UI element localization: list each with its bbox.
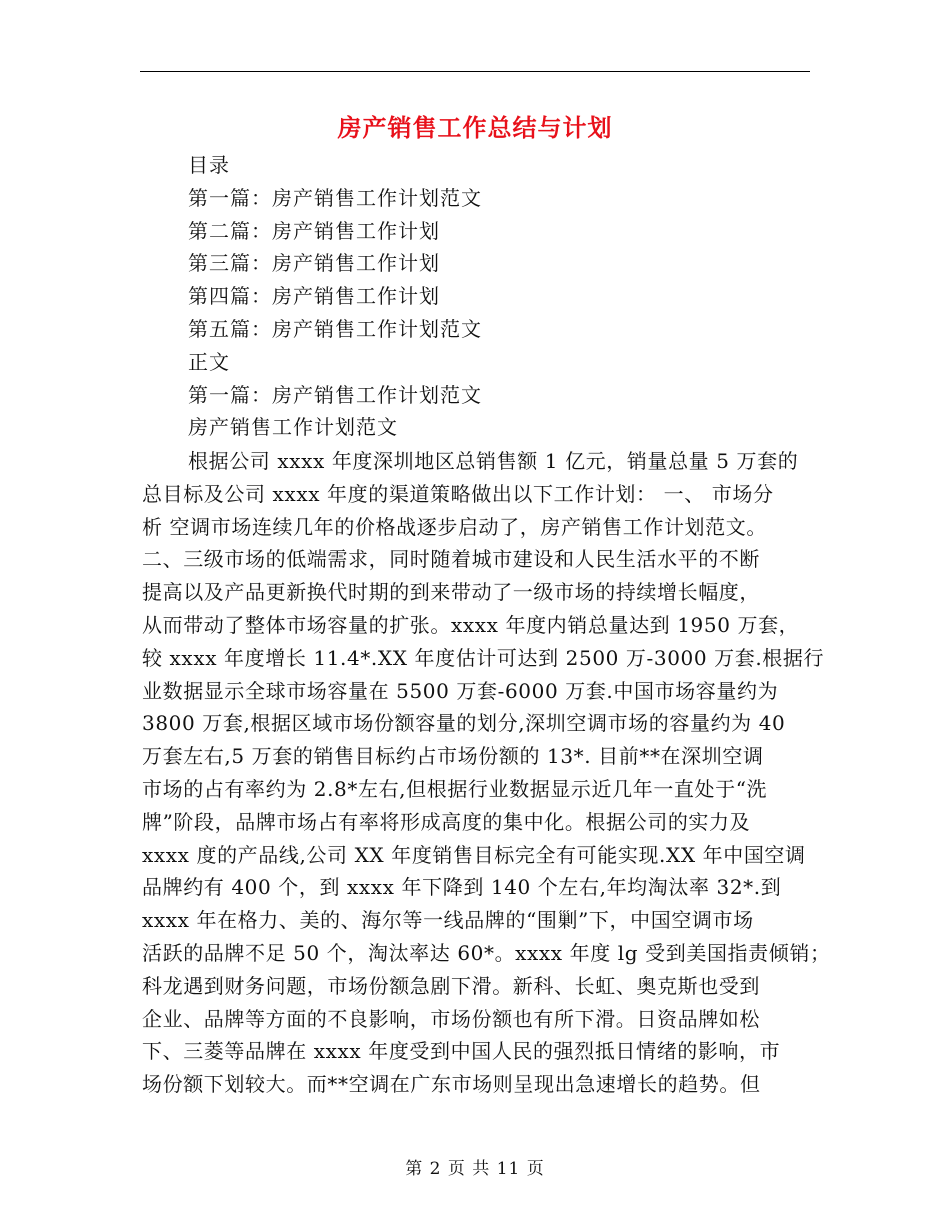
body-line: 企业、品牌等方面的不良影响，市场份额也有所下滑。日资品牌如松 (142, 1006, 760, 1031)
body-line: 二、三级市场的低端需求，同时随着城市建设和人民生活水平的不断 (142, 547, 760, 572)
toc-item: 第五篇：房产销售工作计划范文 (188, 316, 482, 341)
body-line: 3800 万套,根据区域市场份额容量的划分,深圳空调市场的容量约为 40 (142, 711, 786, 736)
table-of-contents (188, 149, 482, 444)
body-line: 万套左右,5 万套的销售目标约占市场份额的 13*. 目前**在深圳空调 (142, 744, 764, 769)
body-line: 析 空调市场连续几年的价格战逐步启动了，房产销售工作计划范文。 (142, 514, 767, 539)
document-title: 房产销售工作总结与计划 (337, 114, 613, 142)
body-line: 场份额下划较大。而**空调在广东市场则呈现出急速增长的趋势。但 (142, 1072, 761, 1097)
toc-item: 第三篇：房产销售工作计划 (188, 251, 440, 276)
body-line: 根据公司 xxxx 年度深圳地区总销售额 1 亿元，销量总量 5 万套的 (188, 449, 799, 473)
body-line: 总目标及公司 xxxx 年度的渠道策略做出以下工作计划： 一、 市场分 (142, 481, 774, 506)
toc-item: 第四篇：房产销售工作计划 (188, 284, 440, 309)
body-line: 提高以及产品更新换代时期的到来带动了一级市场的持续增长幅度， (142, 580, 760, 605)
body-line: 牌”阶段，品牌市场占有率将形成高度的集中化。根据公司的实力及 (142, 809, 751, 834)
body-line: 业数据显示全球市场容量在 5500 万套-6000 万套.中国市场容量约为 (142, 678, 779, 703)
main-label: 正文 (188, 349, 230, 374)
body-line: 活跃的品牌不足 50 个，淘汰率达 60*。xxxx 年度 lg 受到美国指责倾销； (142, 940, 831, 965)
body-line: 下、三菱等品牌在 xxxx 年度受到中国人民的强烈抵日情绪的影响，市 (142, 1039, 781, 1064)
page-footer: 第 2 页 共 11 页 (405, 1159, 545, 1179)
section-heading: 第一篇：房产销售工作计划范文 (188, 382, 482, 407)
header-rule (140, 71, 810, 72)
body-line: 品牌约有 400 个，到 xxxx 年下降到 140 个左右,年均淘汰率 32*.到 (142, 875, 782, 900)
toc-item: 第二篇：房产销售工作计划 (188, 218, 440, 243)
body-paragraph (142, 445, 831, 1101)
body-line: 市场的占有率约为 2.8*左右,但根据行业数据显示近几年一直处于“洗 (142, 776, 768, 801)
body-line: xxxx 年在格力、美的、海尔等一线品牌的“围剿”下，中国空调市场 (142, 908, 754, 933)
body-line: 科龙遇到财务问题，市场份额急剧下滑。新科、长虹、奥克斯也受到 (142, 973, 760, 998)
toc-label: 目录 (188, 153, 230, 177)
toc-item: 第一篇：房产销售工作计划范文 (188, 185, 482, 210)
body-line: xxxx 度的产品线,公司 XX 年度销售目标完全有可能实现.XX 年中国空调 (142, 842, 806, 867)
body-line: 较 xxxx 年度增长 11.4*.XX 年度估计可达到 2500 万-3000 万套.根据行 (142, 645, 825, 670)
body-line: 从而带动了整体市场容量的扩张。xxxx 年度内销总量达到 1950 万套， (142, 612, 800, 637)
section-subtitle: 房产销售工作计划范文 (188, 415, 398, 440)
